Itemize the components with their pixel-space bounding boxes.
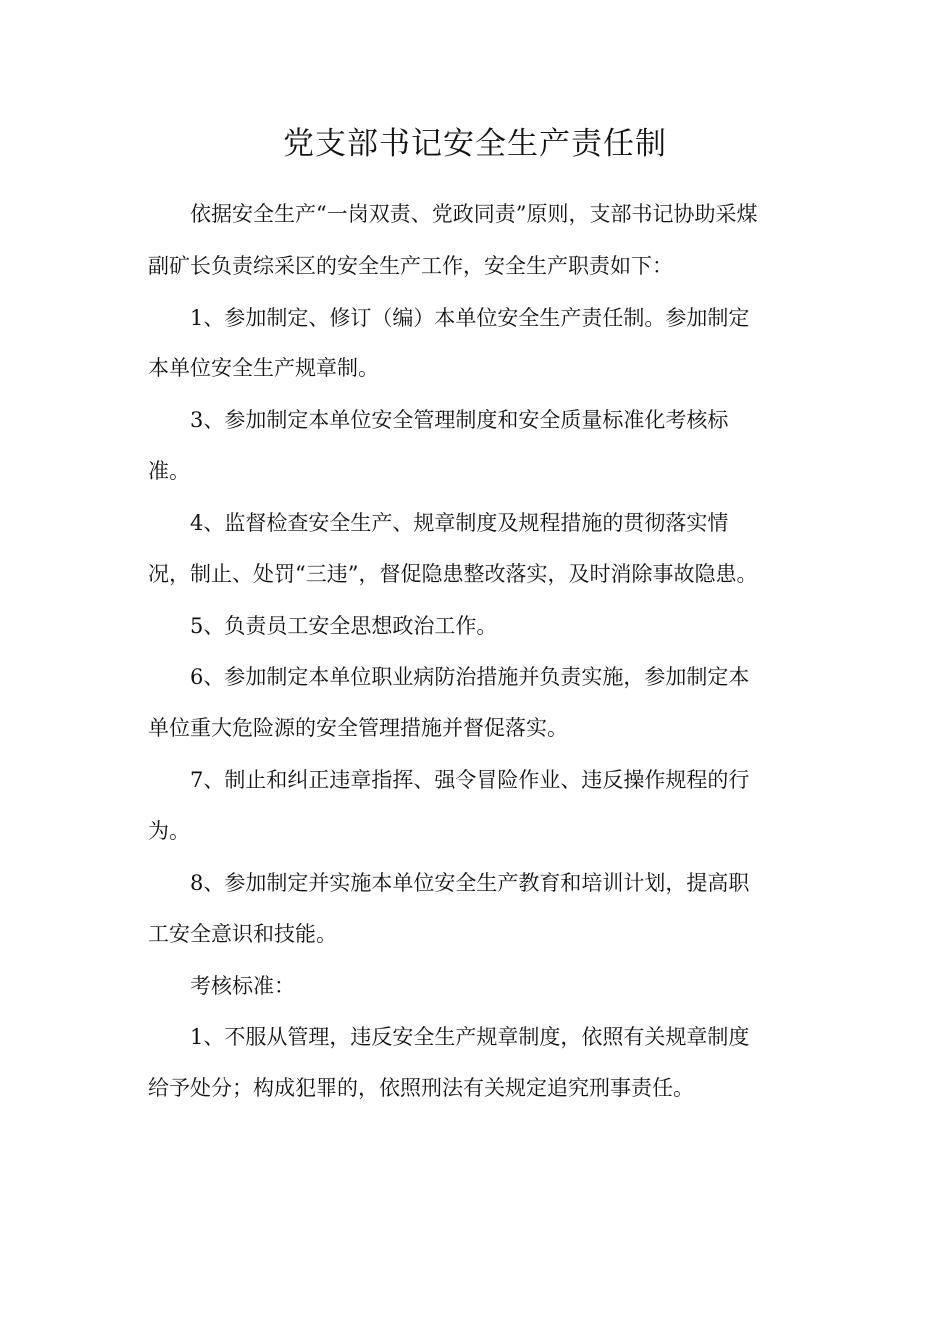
paragraph-line: 1、参加制定、修订（编）本单位安全生产责任制。参加制定 <box>190 306 750 330</box>
paragraph-line: 副矿长负责综采区的安全生产工作，安全生产职责如下： <box>148 254 673 278</box>
paragraph-line: 本单位安全生产规章制。 <box>148 356 379 380</box>
paragraph-line: 考核标准： <box>190 974 295 998</box>
paragraph-line: 工安全意识和技能。 <box>148 922 337 946</box>
paragraph-line: 7、制止和纠正违章指挥、强令冒险作业、违反操作规程的行 <box>190 768 750 792</box>
paragraph-line: 5、负责员工安全思想政治工作。 <box>190 614 498 638</box>
paragraph-line: 况，制止、处罚“三违”，督促隐患整改落实，及时消除事故隐患。 <box>148 562 758 586</box>
paragraph-line: 单位重大危险源的安全管理措施并督促落实。 <box>148 716 568 740</box>
document-title: 党支部书记安全生产责任制 <box>283 126 667 162</box>
paragraph-line: 准。 <box>148 459 190 483</box>
paragraph-line: 为。 <box>148 819 190 843</box>
paragraph-line: 给予处分；构成犯罪的，依照刑法有关规定追究刑事责任。 <box>148 1076 694 1100</box>
paragraph-line: 3、参加制定本单位安全管理制度和安全质量标准化考核标 <box>190 408 729 432</box>
paragraph-line: 4、监督检查安全生产、规章制度及规程措施的贯彻落实情 <box>190 511 729 535</box>
paragraph-line: 1、不服从管理，违反安全生产规章制度，依照有关规章制度 <box>190 1025 750 1049</box>
paragraph-line: 8、参加制定并实施本单位安全生产教育和培训计划，提高职 <box>190 871 750 895</box>
paragraph-line: 依据安全生产“一岗双责、党政同责”原则，支部书记协助采煤 <box>190 202 758 226</box>
paragraph-line: 6、参加制定本单位职业病防治措施并负责实施，参加制定本 <box>190 665 750 689</box>
